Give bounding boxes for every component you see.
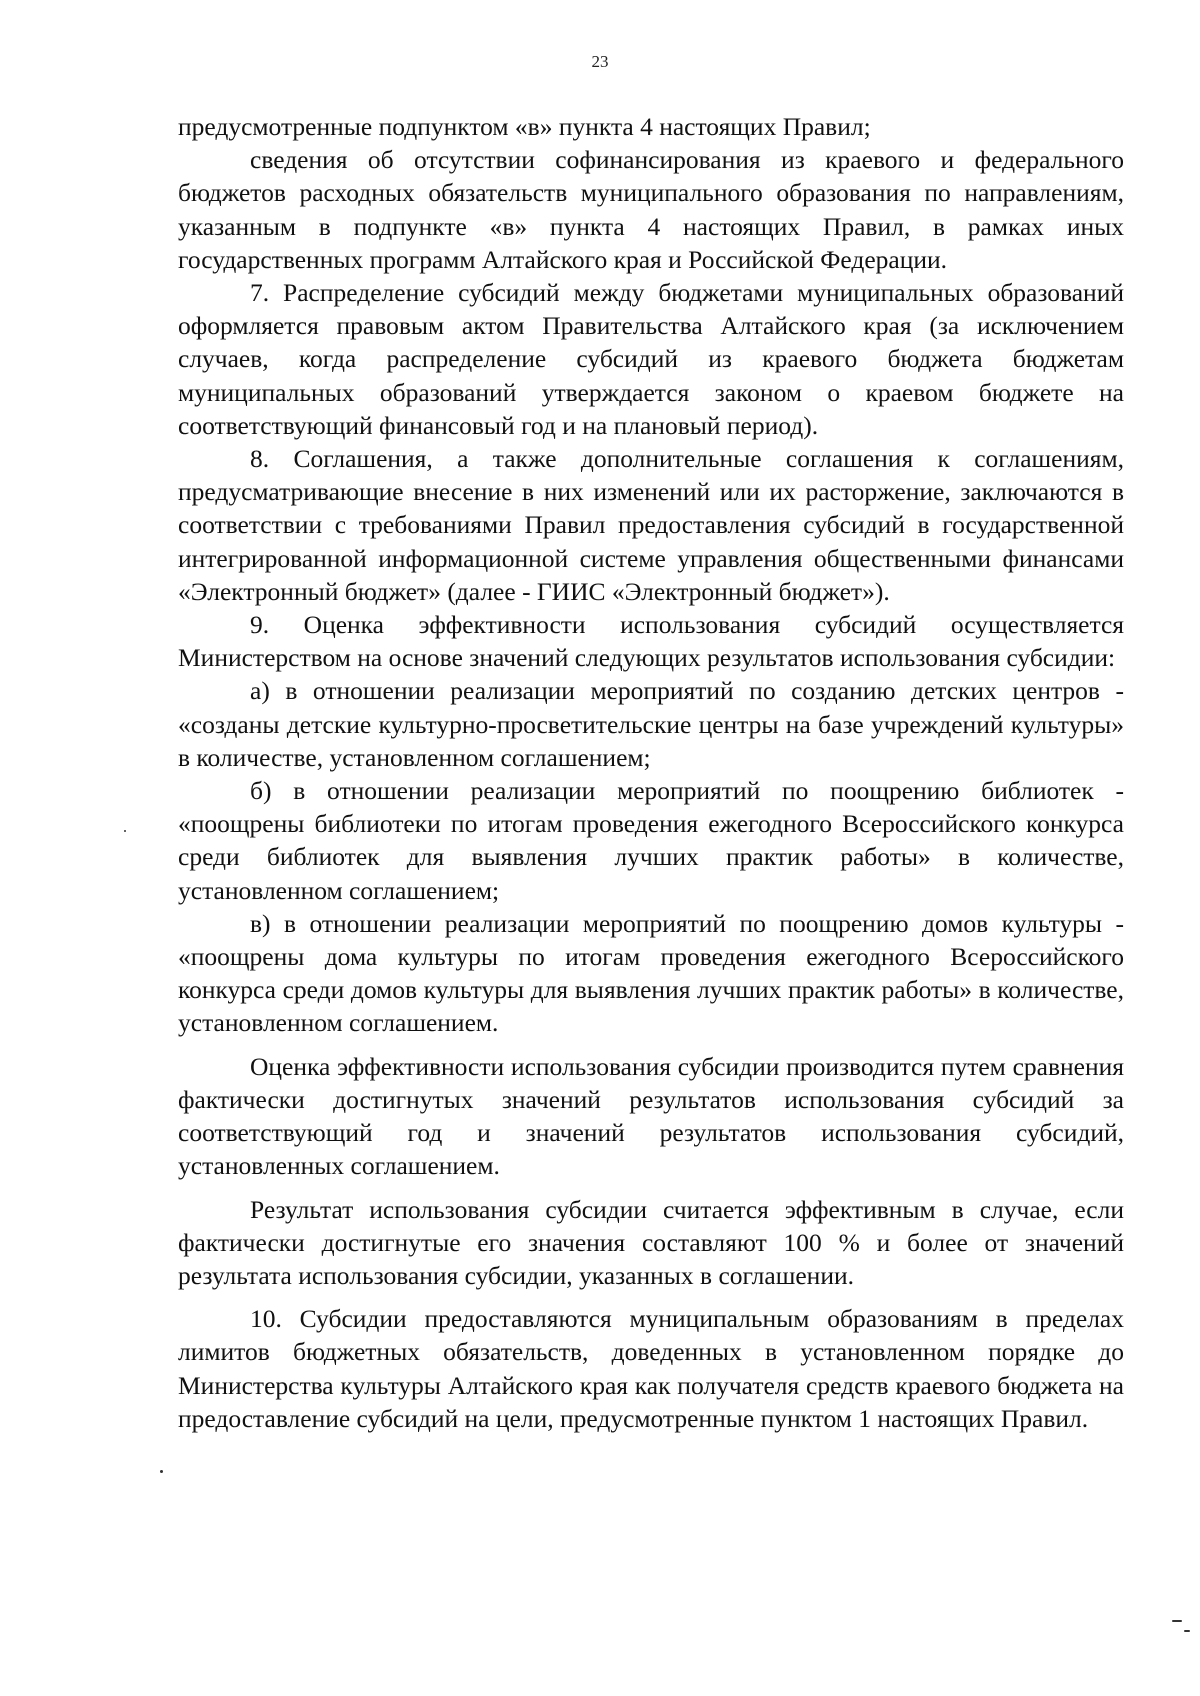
page-number: 23 (591, 52, 609, 71)
scan-speck (1184, 1630, 1190, 1632)
scan-speck (124, 830, 126, 832)
paragraph-9b-libraries: б) в отношении реализации мероприятий по поощрению библиотек - «поощрены библиотеки по итогам проведения ежегодного Всероссийского конкурса среди библиотек для выявления лучших практик работы» в количестве, установленном соглашением; (178, 776, 1124, 905)
paragraph-9v-houses-of-culture: в) в отношении реализации мероприятий по поощрению домов культуры - «поощрены дома культуры по итогам проведения ежегодного Всероссийского конкурса среди домов культуры для выявления лучших практик работы» в количестве, установленном соглашением. (178, 908, 1124, 1038)
document-body (178, 110, 1124, 1435)
paragraph-8-agreements: 8. Соглашения, а также дополнительные соглашения к соглашениям, предусматривающие внесение в них изменений или их расторжение, заключаются в соответствии с требованиями Правил предоставления субсидий в государственной интегрированной информационной системе управления общественными финансами «Электронный бюджет» (далее - ГИИС «Электронный бюджет»). (178, 444, 1124, 606)
paragraph-continuation: предусмотренные подпунктом «в» пункта 4 настоящих Правил; (178, 112, 871, 141)
paragraph-7-distribution: 7. Распределение субсидий между бюджетами муниципальных образований оформляется правовым актом Правительства Алтайского края (за исключением случаев, когда распределение субсидий из краевого бюджета бюджетам муниципальных образований утверждается законом о краевом бюджете на соответствующий финансовый год и на плановый период). (178, 278, 1124, 440)
paragraph-efficiency-assessment: Оценка эффективности использования субсидии производится путем сравнения фактически достигнутых значений результатов использования субсидий за соответствующий год и значений результатов использования субсидий, установленных соглашением. (178, 1051, 1124, 1181)
paragraph-9a-children-centers: а) в отношении реализации мероприятий по созданию детских центров - «созданы детские культурно-просветительские центры на базе учреждений культуры» в количестве, установленном соглашением; (178, 676, 1124, 772)
paragraph-10-subsidies: 10. Субсидии предоставляются муниципальным образованиям в пределах лимитов бюджетных обязательств, доведенных в установленном порядке до Министерства культуры Алтайского края как получателя средств краевого бюджета на предоставление субсидий на цели, предусмотренные пунктом 1 настоящих Правил. (178, 1304, 1124, 1433)
scan-speck (160, 1470, 163, 1473)
paragraph-cofinancing-info: сведения об отсутствии софинансирования из краевого и федерального бюджетов расходных обязательств муниципального образования по направлениям, указанным в подпункте «в» пункта 4 настоящих Правил, в рамках иных государственных программ Алтайского края и Российской Федерации. (178, 145, 1124, 274)
paragraph-9-efficiency: 9. Оценка эффективности использования субсидий осуществляется Министерством на основе значений следующих результатов использования субсидии: (178, 610, 1124, 673)
scan-speck (1172, 1620, 1182, 1622)
paragraph-efficiency-result: Результат использования субсидии считается эффективным в случае, если фактически достигнутые его значения составляют 100 % и более от значений результата использования субсидии, указанных в соглашении. (178, 1194, 1124, 1290)
